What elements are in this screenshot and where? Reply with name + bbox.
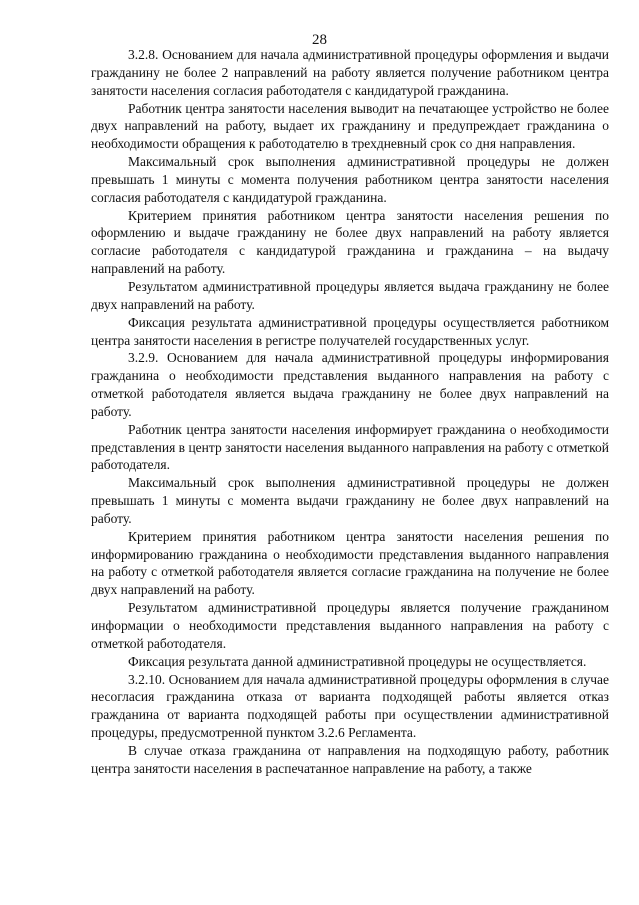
paragraph-3-2-9: 3.2.9. Основанием для начала административной процедуры информирования гражданина о необходимости представления выданного направления на работу с отметкой работодателя является выдача гражданину не более двух направлений на работу. — [91, 350, 609, 419]
paragraph-result-3-2-8: Результатом административной процедуры является выдача гражданину не более двух направлений на работу. — [91, 278, 609, 312]
paragraph-inform-citizen: Работник центра занятости населения информирует гражданина о необходимости представления в центр занятости населения выданного направления на работу с отметкой работодателя. — [91, 421, 609, 473]
paragraph-criterion-3-2-8: Критерием принятия работником центра занятости населения решения по оформлению и выдаче гражданину не более двух направлений на работу является согласие работодателя с кандидатурой гражданина и гражданина – на выдачу направлений на работу. — [91, 207, 609, 277]
paragraph-result-3-2-9: Результатом административной процедуры является получение гражданином информации о необходимости представления выданного направления на работу с отметкой работодателя. — [91, 600, 609, 651]
paragraph-max-time-3-2-9: Максимальный срок выполнения административной процедуры не должен превышать 1 минуты с момента выдачи гражданину не более двух направлений на работу. — [91, 475, 609, 526]
paragraph-3-2-10: 3.2.10. Основанием для начала административной процедуры оформления в случае несогласия гражданина отказа от варианта подходящей работы является отказ гражданина от варианта подходящей работы при осуществлении административной процедуры, предусмотренной пунктом 3.2.6 Регламента. — [91, 671, 609, 741]
paragraph-max-time-3-2-8: Максимальный срок выполнения административной процедуры не должен превышать 1 минуты с момента получения работником центра занятости населения согласия работодателя с кандидатурой гражданина. — [91, 154, 609, 205]
paragraph-fixation-3-2-8: Фиксация результата административной процедуры осуществляется работником центра занятости населения в регистре получателей государственных услуг. — [91, 314, 609, 348]
paragraph-3-2-8: 3.2.8. Основанием для начала административной процедуры оформления и выдачи гражданину не более 2 направлений на работу является получение работником центра занятости населения согласия работодателя с кандидатурой гражданина. — [91, 47, 609, 98]
paragraph-criterion-3-2-9: Критерием принятия работником центра занятости населения решения по информированию гражданина о необходимости представления выданного направления на работу с отметкой работодателя является согласие гражданина на получение не более двух направлений на работу. — [91, 528, 609, 598]
page-number: 28 — [312, 32, 327, 48]
paragraph-print-directions: Работник центра занятости населения выводит на печатающее устройство не более двух направлений на работу, выдает их гражданину и предупреждает гражданина о необходимости обращения к работодателю в трехдневный срок со дня направления. — [91, 100, 609, 152]
paragraph-refusal: В случае отказа гражданина от направления на подходящую работу, работник центра занятости населения в распечатанное направление на работу, а также — [91, 742, 609, 776]
document-body — [91, 46, 609, 778]
paragraph-fixation-3-2-9: Фиксация результата данной административной процедуры не осуществляется. — [128, 653, 587, 669]
